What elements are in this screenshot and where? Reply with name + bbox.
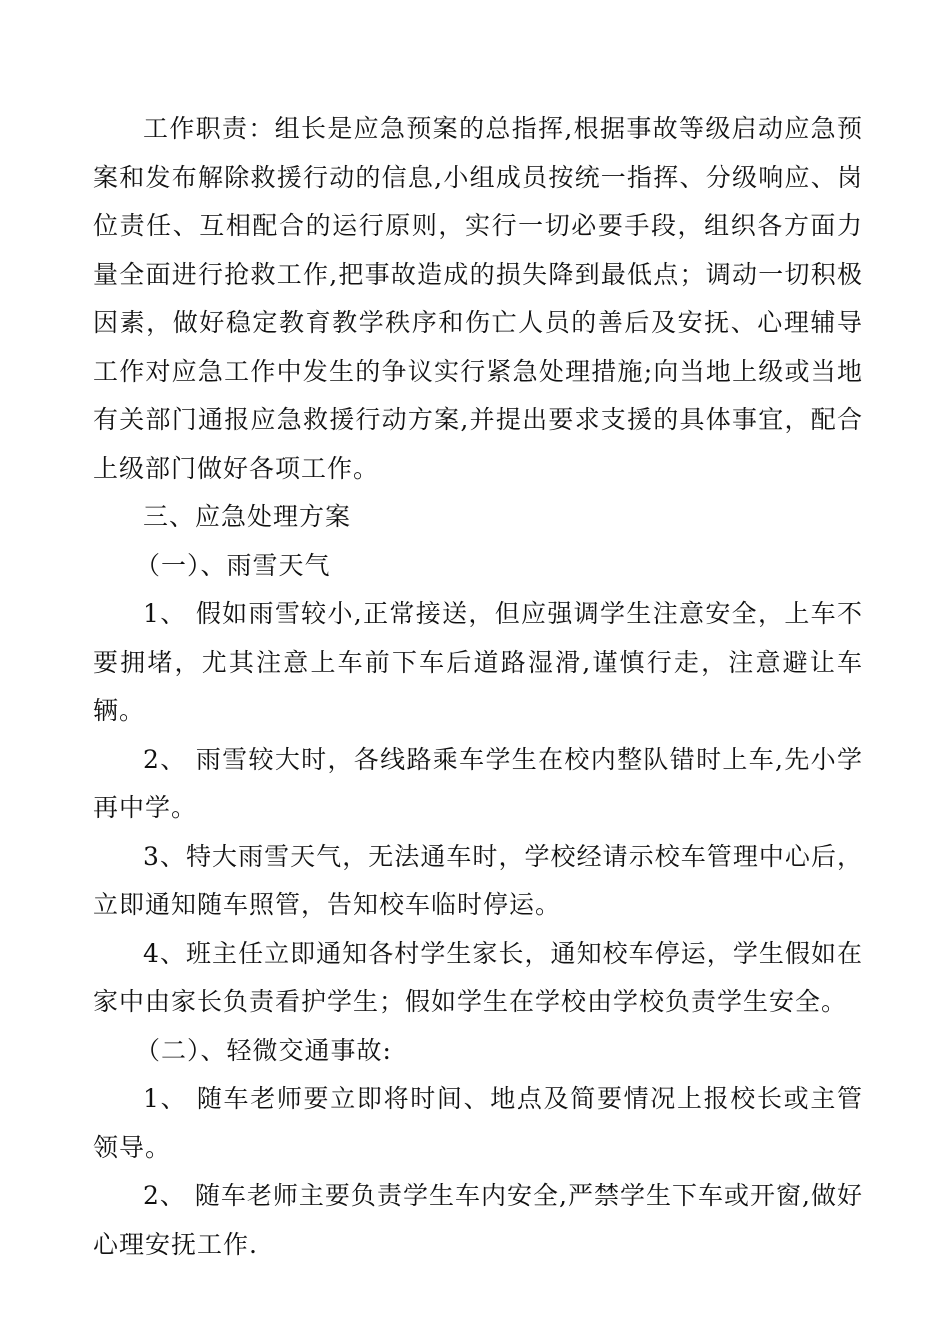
paragraph-rain-snow-3: 3、特大雨雪天气，无法通车时，学校经请示校车管理中心后，立即通知随车照管，告知校车临时停运。 — [93, 841, 863, 919]
paragraph-minor-accident-1: 1、 随车老师要立即将时间、地点及简要情况上报校长或主管领导。 — [93, 1084, 863, 1162]
paragraph-rain-snow-4: 4、班主任立即通知各村学生家长，通知校车停运，学生假如在家中由家长负责看护学生；假如学生在学校由学校负责学生安全。 — [93, 938, 863, 1016]
paragraph-duties: 工作职责：组长是应急预案的总指挥,根据事故等级启动应急预案和发布解除救援行动的信息,小组成员按统一指挥、分级响应、岗位责任、互相配合的运行原则，实行一切必要手段，组织各方面力量全面进行抢救工作,把事故造成的损失降到最低点；调动一切积极因素，做好稳定教育教学秩序和伤亡人员的善后及安抚、心理辅导工作对应急工作中发生的争议实行紧急处理措施;向当地上级或当地有关部门通报应急救援行动方案,并提出要求支援的具体事宜，配合上级部门做好各项工作。 — [93, 114, 863, 483]
section-heading-emergency-plan: 三、应急处理方案 — [143, 502, 352, 531]
subsection-heading-minor-accident: （二）、轻微交通事故: — [135, 1035, 392, 1065]
paragraph-rain-snow-2: 2、 雨雪较大时，各线路乘车学生在校内整队错时上车,先小学再中学。 — [93, 744, 863, 822]
paragraph-rain-snow-1: 1、 假如雨雪较小,正常接送，但应强调学生注意安全，上车不要拥堵，尤其注意上车前下车后道路湿滑,谨慎行走，注意避让车辆。 — [93, 599, 863, 725]
subsection-heading-rain-snow: （一）、雨雪天气 — [135, 550, 331, 580]
paragraph-minor-accident-2: 2、 随车老师主要负责学生车内安全,严禁学生下车或开窗,做好心理安抚工作. — [93, 1181, 863, 1259]
document-body — [93, 105, 863, 1269]
